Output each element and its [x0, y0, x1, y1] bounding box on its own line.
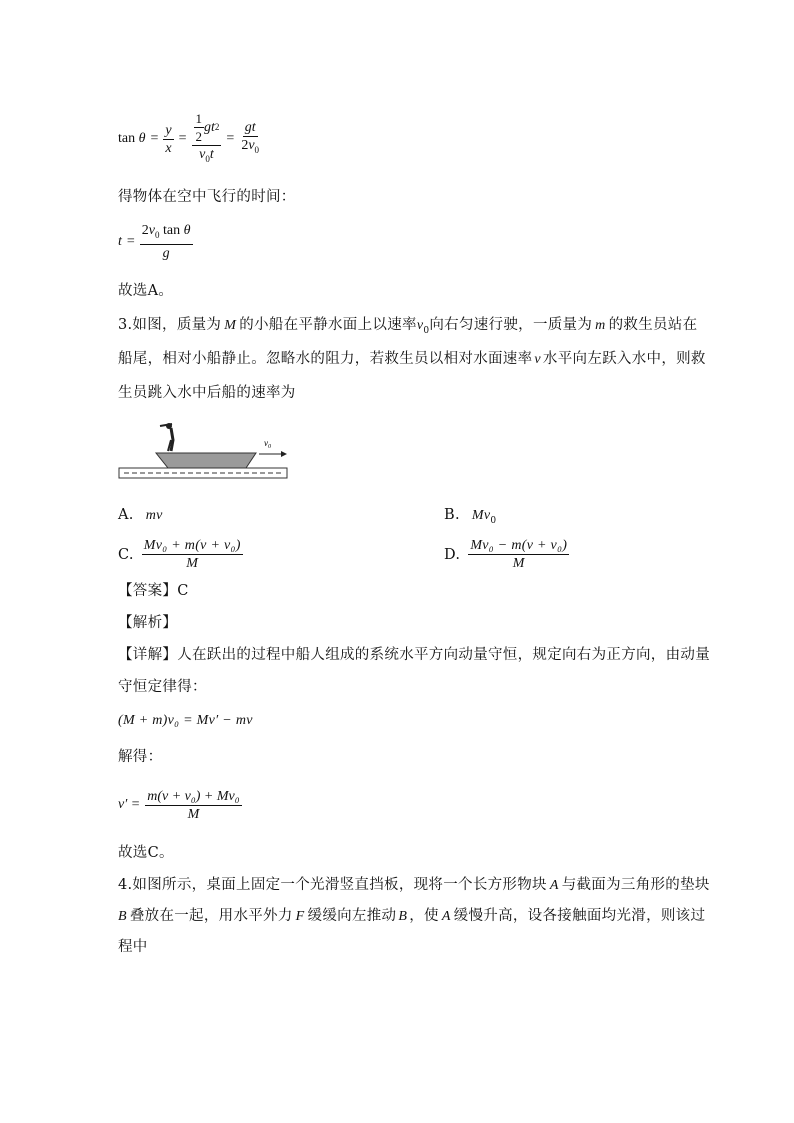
- theta-symbol: θ: [138, 131, 146, 146]
- option-d-denominator: M: [512, 556, 525, 571]
- option-b-v: v: [483, 508, 491, 523]
- solution-numerator: m(v + v₀) + Mv₀: [147, 788, 240, 804]
- q4-line3: 程中: [118, 939, 148, 955]
- equals-sign: =: [126, 234, 135, 249]
- v0-label-v: v: [264, 438, 268, 448]
- q4-text: 缓慢升高，设各接触面均光滑，则该过: [453, 908, 706, 924]
- option-c-denominator: M: [186, 556, 199, 571]
- q3-stem-line2: [118, 349, 706, 370]
- q3-text: 水平向左跃入水中，则救: [542, 351, 706, 367]
- frac-num-half-gt2: $\frac{1}{2}$ g t 2: [192, 110, 222, 146]
- analysis-label: 【解析】: [118, 615, 178, 631]
- force-F-symbol: F: [295, 909, 305, 924]
- q3-text: 3.如图，质量为: [118, 317, 222, 333]
- q4-line2: [118, 906, 705, 927]
- frac-num-2v0tan: [140, 222, 193, 245]
- option-c-label: C.: [118, 546, 134, 563]
- option-c-fraction: [142, 537, 243, 572]
- fraction-gt-over-2v0: [239, 119, 261, 159]
- velocity-solution: [118, 784, 242, 826]
- frac-num-y: y: [165, 122, 172, 138]
- frac-den-2v0: [239, 137, 261, 159]
- v-prime-lhs: v′ =: [118, 797, 141, 812]
- q3-text: 向右匀速行驶，一质量为: [429, 317, 593, 333]
- block-B-symbol: B: [118, 909, 127, 924]
- detail-line1: 【详解】人在跃出的过程中船人组成的系统水平方向动量守恒，规定向右为正方向，由动量: [118, 647, 710, 663]
- text-choose-a: 故选A。: [118, 283, 174, 299]
- option-a-label: A.: [118, 507, 134, 523]
- option-a-value: mv: [145, 508, 163, 523]
- frac-den-x: x: [165, 140, 172, 156]
- lifeguard-figure: [160, 423, 173, 451]
- block-A-symbol: A: [441, 909, 451, 924]
- block-B-symbol: B: [398, 909, 408, 924]
- v-symbol: v: [199, 147, 206, 163]
- sub-zero: 0: [205, 153, 210, 164]
- v-symbol: v: [148, 223, 156, 239]
- option-d-numerator: Mv₀ − m(v + v₀): [470, 538, 568, 553]
- solution-denominator: M: [187, 806, 200, 822]
- g-symbol: g: [204, 120, 212, 136]
- mass-m-symbol: m: [595, 318, 606, 333]
- equals-sign: =: [178, 131, 187, 146]
- fraction-2v0tan-over-g: [140, 222, 193, 262]
- text-flight-time: 得物体在空中飞行的时间：: [118, 189, 296, 205]
- momentum-equation: (M + m)v₀ = Mv′ − mv: [118, 713, 253, 728]
- v-symbol: v: [534, 352, 541, 367]
- v0-figure-label: [264, 438, 271, 450]
- frac-den-g: g: [162, 245, 170, 261]
- q4-text: 与截面为三角形的垫块: [561, 877, 710, 893]
- formula-tan-theta: [118, 108, 261, 170]
- equals-sign: =: [150, 131, 159, 146]
- fraction-y-over-x: [163, 122, 173, 157]
- q3-text: 的救生员站在: [608, 317, 698, 333]
- two-digit: 2: [141, 223, 149, 239]
- q3-text: 的小船在平静水面上以速率: [239, 317, 417, 333]
- text-choose-c: 故选C。: [118, 845, 174, 861]
- sub-zero: 0: [490, 515, 497, 526]
- frac-den-v0t: [197, 146, 216, 168]
- half-den: 2: [195, 129, 203, 145]
- detail-line2: 守恒定律得：: [118, 679, 207, 695]
- q4-text: 叠放在一起，用水平外力: [129, 908, 293, 924]
- solution-fraction: [145, 788, 241, 823]
- boat-figure: [116, 418, 291, 480]
- q3-stem-line3: 生员跳入水中后船的速率为: [118, 385, 296, 401]
- option-b-label: B.: [444, 507, 460, 523]
- option-c[interactable]: [118, 537, 243, 572]
- q4-text: ，使: [409, 908, 439, 924]
- g-symbol: g: [244, 120, 252, 136]
- answer-label: 【答案】C: [118, 583, 189, 599]
- option-c-numerator: Mv₀ + m(v + v₀): [143, 538, 241, 553]
- formula-t: [118, 220, 193, 264]
- sub-zero: 0: [155, 229, 160, 240]
- option-d-label: D.: [444, 546, 461, 563]
- option-d[interactable]: [444, 537, 569, 572]
- frac-num-gt: [243, 119, 258, 137]
- option-b-M: M: [471, 508, 484, 523]
- fraction-half-gt2-over-v0t: [192, 110, 222, 168]
- q4-line1: [118, 875, 710, 896]
- equals-sign: =: [226, 131, 235, 146]
- v-symbol: v: [248, 138, 255, 154]
- t-symbol: t: [209, 147, 214, 163]
- two-digit: 2: [241, 138, 249, 154]
- v0-label-sub: 0: [268, 444, 271, 450]
- mass-M-symbol: M: [224, 318, 237, 333]
- t-symbol: t: [118, 234, 122, 249]
- theta-symbol: θ: [183, 223, 191, 239]
- solve-label: 解得：: [118, 749, 163, 765]
- tan-text: tan: [118, 131, 136, 146]
- half-num: 1: [195, 111, 203, 127]
- t-symbol: t: [251, 120, 256, 136]
- q3-stem-line1: [118, 315, 697, 341]
- option-a[interactable]: [118, 505, 163, 526]
- option-b[interactable]: [444, 505, 496, 531]
- option-d-fraction: [468, 537, 569, 572]
- v0-symbol: v: [416, 318, 424, 333]
- q3-text: 船尾，相对小船静止。忽略水的阻力，若救生员以相对水面速率: [118, 351, 533, 367]
- t-symbol: t: [211, 120, 215, 136]
- q4-text: 4.如图所示，桌面上固定一个光滑竖直挡板，现将一个长方形物块: [118, 877, 547, 893]
- arrow-head-icon: [281, 451, 287, 457]
- sub-zero: 0: [254, 144, 260, 155]
- block-A-symbol: A: [549, 878, 559, 893]
- boat-hull: [156, 453, 256, 468]
- tan-text: tan: [163, 223, 181, 239]
- q4-text: 缓缓向左推动: [307, 908, 397, 924]
- fraction-one-half: [194, 110, 205, 145]
- sub-zero: 0: [423, 325, 430, 336]
